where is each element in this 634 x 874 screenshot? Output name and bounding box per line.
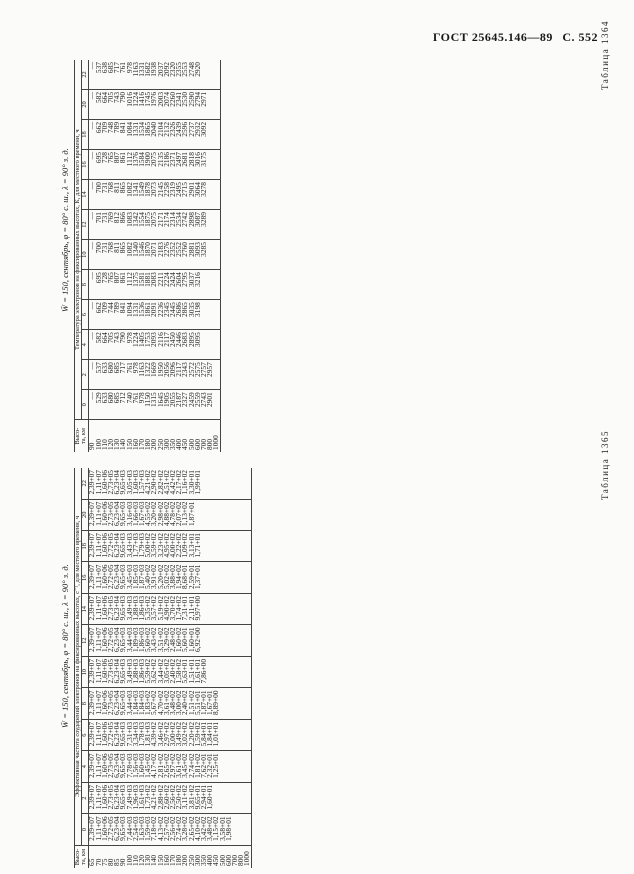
value-column: 2,39+07 1,11+07 1,60+06 2,72+05 6,23+04 9,65+03 3,43+03 1,77+03 1,79+03 5,00+02 3,59+02 3,23+02 4,95+02 4,00+02 2,22+02 1,09+02 3,13+01 1,71+01 xyxy=(89,531,251,562)
altitude-column: 90 100 110 120 130 140 150 160 170 180 200 250 300 350 400 450 500 600 700 800 1000 xyxy=(87,435,221,450)
value-column: 2,39+07 1,11+07 1,60+06 2,72+05 6,23+04 9,65+03 7,44+03 2,54+03 1,63+03 1,59+03 7,18+02 4,13+02 2,57+02 2,56+02 2,74+02 3,28+02 2,65+02 4,10+02 3,42+02 3,48+02 1,15+02 3,58+01 1,98+01 xyxy=(89,814,251,845)
value-column: — 662 709 744 789 841 1094 1331 1536 1861 2091 2236 2345 2445 2686 2865 3035 3198 xyxy=(89,300,220,330)
table-1365-caption: W̄ = 150, сентябрь, φ = 80° с. ш., λ = 90° з. д. xyxy=(60,564,70,728)
value-column: — 700 731 768 811 865 1082 1340 1546 1870 2071 2183 2276 2352 2552 2760 2881 3093 3285 xyxy=(89,240,220,270)
value-column: — 537 638 685 717 761 978 1163 1331 1682 1938 2037 2092 2320 2355 2553 2748 2920 xyxy=(89,60,220,89)
hour-header: 22 xyxy=(82,60,89,89)
table-1365 xyxy=(60,468,252,868)
table-subtitle: Температура электронов на фиксированных высотах, К, для местного времени, ч xyxy=(75,60,82,420)
value-column: — 695 728 765 807 861 1112 1376 1584 1900 2075 2135 2186 2371 2497 2681 2818 3016 3175 xyxy=(89,150,220,180)
hour-header: 2 xyxy=(82,360,89,390)
page-header xyxy=(427,30,598,45)
hour-header: 16 xyxy=(82,150,89,180)
table-1364-caption: W̄ = 150, сентябрь, φ = 80° с. ш., λ = 90° з. д. xyxy=(60,148,70,312)
hour-header: 18 xyxy=(82,531,89,562)
value-column: 2,39+07 1,11+07 1,60+06 2,73+05 6,23+04 9,65+03 3,44+03 1,84+03 1,84+03 1,83+02 5,67+02 4,70+02 3,61+02 3,48+02 3,00+02 2,40+02 1,51+02 5,51+01 1,87+01 1,67+01 8,89+00 xyxy=(89,688,251,719)
value-column: — 701 731 769 812 866 1083 1342 1554 1875 2075 2171 2174 2314 2534 2742 2898 3087 3289 xyxy=(89,210,220,240)
hour-header: 10 xyxy=(82,240,89,270)
value-column: — 695 728 765 807 861 1112 1375 1581 1881 2083 2211 2224 2424 2604 2795 3037 3216 xyxy=(89,270,220,300)
value-column: 2,39+07 1,11+07 1,60+06 2,73+05 6,23+04 9,65+03 7,49+03 1,96+03 1,61+03 1,73+02 4,21+02 2,88+02 2,60+02 2,56+02 2,50+02 3,11+02 3,81+02 9,65+01 2,94+01 1,60+01 xyxy=(89,782,251,813)
value-column: 2,39+07 1,11+07 1,60+06 2,73+05 6,23+04 9,65+03 3,05+03 1,60+03 1,57+03 4,21+02 2,90+02 2,82+02 4,51+02 4,42+02 2,17+02 1,16+02 3,30+01 1,99+01 xyxy=(89,468,251,499)
hour-header: 4 xyxy=(82,330,89,360)
hour-header: 0 xyxy=(82,390,89,420)
value-column: 2,39+07 1,11+07 1,60+06 2,72+05 6,23+04 9,65+03 3,44+03 1,89+03 1,86+03 5,60+02 3,43+02 3,51+02 3,29+02 2,48+02 1,60+02 5,60+01 1,60+01 6,92+00 xyxy=(89,625,251,656)
hour-header: 6 xyxy=(82,719,89,750)
hour-header: 12 xyxy=(82,625,89,656)
hour-header: 16 xyxy=(82,562,89,593)
value-column: 2,39+07 1,11+07 1,60+06 2,72+05 6,23+04 9,65+03 3,45+03 1,85+03 1,87+03 5,40+02 3,91+02 5,20+02 5,02+02 3,88+02 1,94+02 8,68+01 2,59+01 1,37+01 xyxy=(89,562,251,593)
value-column: 2,39+07 1,11+07 1,60+06 2,73+05 6,23+04 9,65+03 3,49+03 1,88+03 1,86+03 5,59+02 3,62+02 3,44+02 3,05+02 2,40+02 1,58+02 5,63+01 1,51+01 1,61+01 7,86+00 xyxy=(89,656,251,687)
hour-header: 20 xyxy=(82,499,89,530)
table-1364-label: Таблица 1364 xyxy=(600,20,610,90)
hour-header: 4 xyxy=(82,751,89,782)
altitude-header: Высо- та, км xyxy=(75,845,89,868)
standard-title: ГОСТ 25645.146—89 xyxy=(432,30,553,44)
value-column: 2,39+07 1,11+07 1,60+06 2,73+05 6,23+04 9,65+03 3,16+03 1,66+03 1,67+03 4,55+02 3,20+02 2,98+02 4,88+02 4,78+02 2,07+02 1,13+02 1,87+01 xyxy=(89,499,251,530)
hour-header: 20 xyxy=(82,89,89,119)
hour-header: 8 xyxy=(82,270,89,300)
value-column: 2,39+07 1,11+07 1,60+06 2,72+05 6,23+04 9,65+03 7,31+03 3,34+03 1,78+03 1,81+03 4,39+02 3,46+02 2,97+02 3,00+02 3,49+02 3,02+02 2,20+02 1,59+02 5,84+01 1,84+01 1,01+01 xyxy=(89,719,251,750)
table-1365-label: Таблица 1365 xyxy=(600,430,610,500)
table-subtitle: Эффективная частота соударений электронов на фиксированных высотах, с⁻¹, для местного времени, ч xyxy=(75,468,82,845)
altitude-column: 65 70 75 80 85 90 100 110 120 130 140 150 160 170 180 200 250 300 350 400 450 500 600 700 800 1000 xyxy=(87,851,252,866)
value-column: — 582 664 705 743 790 1016 1224 1416 1745 1976 2003 2074 2260 2341 2530 2590 2794 2971 xyxy=(89,89,220,119)
table-1364 xyxy=(60,60,221,452)
hour-header: 8 xyxy=(82,688,89,719)
hour-header: 10 xyxy=(82,656,89,687)
hour-header: 2 xyxy=(82,782,89,813)
value-column: — 582 664 705 743 790 978 1224 1405 1753 2093 2116 2117 2450 2446 2683 2895 3095 xyxy=(89,330,220,360)
hour-header: 14 xyxy=(82,593,89,624)
value-column: — 537 633 680 685 717 761 978 1163 1322 1669 1950 2056 2096 2117 2343 2572 2575 2757 2957 xyxy=(89,360,220,390)
altitude-header: Высо- та, км xyxy=(75,420,89,452)
value-column: — 662 709 748 789 841 1084 1331 1534 1865 2040 2104 2132 2326 2439 2596 2737 2932 3092 xyxy=(89,119,220,149)
value-column: 2,39+07 1,11+07 1,60+06 2,73+05 6,23+04 9,65+03 7,78+03 1,56+03 1,60+03 1,45+02 4,17+02 2,81+02 2,65+02 2,97+02 3,61+02 3,45+02 2,74+02 1,81+02 7,62+01 2,32+01 1,25+01 xyxy=(89,751,251,782)
hour-header: 14 xyxy=(82,180,89,210)
value-column: 2,39+07 1,11+07 1,60+06 2,73+05 6,23+04 9,65+03 3,49+03 1,88+03 1,86+03 5,35+02 3,57+02 5,19+02 4,90+02 3,70+02 1,74+02 7,31+01 2,11+01 9,97+00 xyxy=(89,593,251,624)
hour-header: 22 xyxy=(82,468,89,499)
page-number: С. 552 xyxy=(562,30,598,44)
hour-header: 18 xyxy=(82,119,89,149)
hour-header: 12 xyxy=(82,210,89,240)
hour-header: 0 xyxy=(82,814,89,845)
hour-header: 6 xyxy=(82,300,89,330)
value-column: — 529 633 680 685 712 740 761 978 1150 1315 1645 1905 2055 2187 2327 2459 2559 2743 2901 xyxy=(89,390,220,420)
value-column: — 700 731 768 811 865 1082 1341 1549 1878 2073 2145 2258 2319 2495 2715 2901 3064 3278 xyxy=(89,180,220,210)
